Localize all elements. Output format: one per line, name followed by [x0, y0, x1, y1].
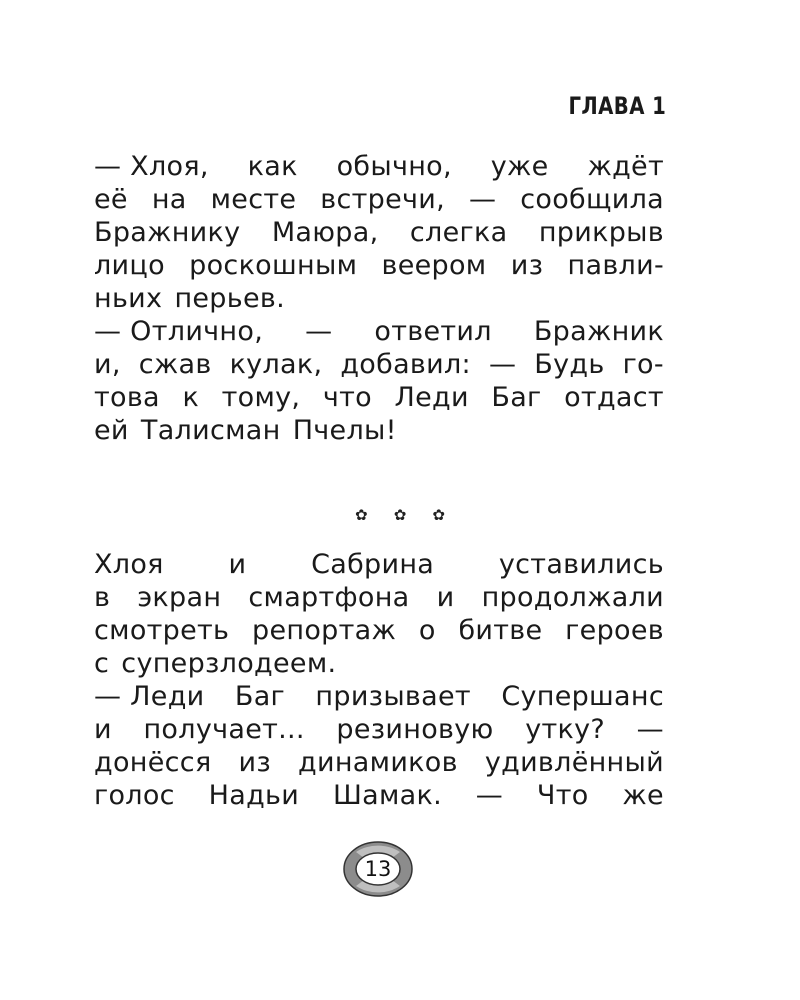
word: и	[228, 549, 247, 580]
text-line	[94, 713, 664, 746]
word: уже	[490, 151, 549, 182]
word: — Хлоя,	[94, 151, 209, 182]
text-line	[94, 746, 664, 779]
text-line	[94, 647, 664, 680]
word: героев	[565, 615, 664, 646]
word: Сабрина	[311, 549, 435, 580]
word: продолжали	[481, 582, 664, 613]
word: павли-	[567, 250, 664, 281]
word: кулак,	[229, 349, 323, 380]
word: ей	[94, 415, 129, 446]
word: —	[468, 184, 497, 215]
text-block-2	[94, 548, 664, 812]
word: лицо	[94, 250, 165, 281]
word: —	[305, 316, 333, 347]
word: перьев.	[174, 283, 285, 314]
word: Баг	[234, 681, 286, 712]
word: смотреть	[94, 615, 230, 646]
word: —	[636, 714, 664, 745]
text-line	[94, 315, 664, 348]
word: Бражник	[533, 316, 664, 347]
word: суперзлодеем.	[121, 648, 337, 679]
word: го-	[622, 349, 664, 380]
word: слегка	[409, 217, 508, 248]
word: Маюра,	[271, 217, 379, 248]
text-block-1	[94, 150, 664, 447]
word: и,	[94, 349, 121, 380]
word: Баг	[491, 382, 542, 413]
word: из	[510, 250, 544, 281]
word: утку?	[525, 714, 606, 745]
word: её	[94, 184, 128, 215]
section-separator	[355, 505, 445, 525]
word: сообщила	[520, 184, 664, 215]
word: Надьи	[208, 780, 300, 811]
text-line	[94, 779, 664, 812]
word: уставились	[498, 549, 664, 580]
word: това	[94, 382, 160, 413]
word: —	[488, 349, 517, 380]
word: Хлоя	[94, 549, 164, 580]
word: Шамак.	[332, 780, 442, 811]
word: получает...	[143, 714, 305, 745]
word: резиновую	[336, 714, 494, 745]
word: роскошным	[189, 250, 358, 281]
text-line	[94, 581, 664, 614]
word: донёсся	[94, 747, 212, 778]
word: Будь	[534, 349, 605, 380]
word: и	[94, 714, 112, 745]
word: — Леди	[94, 681, 205, 712]
text-line	[94, 680, 664, 713]
word: Пчелы!	[292, 415, 397, 446]
word: смартфона	[248, 582, 410, 613]
word: тому,	[221, 382, 301, 413]
word: динамиков	[298, 747, 458, 778]
text-line	[94, 381, 664, 414]
word: Бражнику	[94, 217, 241, 248]
word: Что	[536, 780, 589, 811]
word: о	[418, 615, 436, 646]
text-line	[94, 614, 664, 647]
page-number: 13	[364, 857, 392, 881]
word: обычно,	[336, 151, 452, 182]
word: ньих	[94, 283, 163, 314]
word: что	[322, 382, 372, 413]
word: Талисман	[140, 415, 281, 446]
word: —	[475, 780, 504, 811]
word: к	[182, 382, 200, 413]
word: добавил:	[340, 349, 471, 380]
word: встречи,	[320, 184, 445, 215]
word: ждёт	[587, 151, 664, 182]
word: ответил	[374, 316, 492, 347]
page-number-badge	[342, 840, 414, 898]
word: — Отлично,	[94, 316, 264, 347]
word: в	[94, 582, 111, 613]
word: веером	[381, 250, 487, 281]
word: экран	[137, 582, 222, 613]
word: репортаж	[252, 615, 397, 646]
flower-ornament-icon: ✿	[393, 506, 407, 524]
text-line	[94, 150, 664, 183]
word: сжав	[138, 349, 212, 380]
text-line	[94, 183, 664, 216]
word: битве	[458, 615, 543, 646]
word: голос	[94, 780, 175, 811]
word: из	[238, 747, 272, 778]
text-line	[94, 282, 664, 315]
text-line	[94, 348, 664, 381]
text-line	[94, 548, 664, 581]
word: призывает	[315, 681, 471, 712]
flower-ornament-icon: ✿	[355, 506, 368, 524]
word: удивлённый	[484, 747, 664, 778]
word: на	[151, 184, 187, 215]
word: же	[622, 780, 664, 811]
word: месте	[210, 184, 297, 215]
chapter-heading: ГЛАВА 1	[568, 92, 666, 120]
word: Супершанс	[501, 681, 664, 712]
word: прикрыв	[538, 217, 664, 248]
text-line	[94, 249, 664, 282]
word: с	[94, 648, 110, 679]
word: как	[247, 151, 298, 182]
text-line	[94, 216, 664, 249]
flower-ornament-icon: ✿	[432, 506, 445, 524]
word: Леди	[394, 382, 469, 413]
text-line	[94, 414, 664, 447]
word: и	[436, 582, 455, 613]
word: отдаст	[564, 382, 664, 413]
